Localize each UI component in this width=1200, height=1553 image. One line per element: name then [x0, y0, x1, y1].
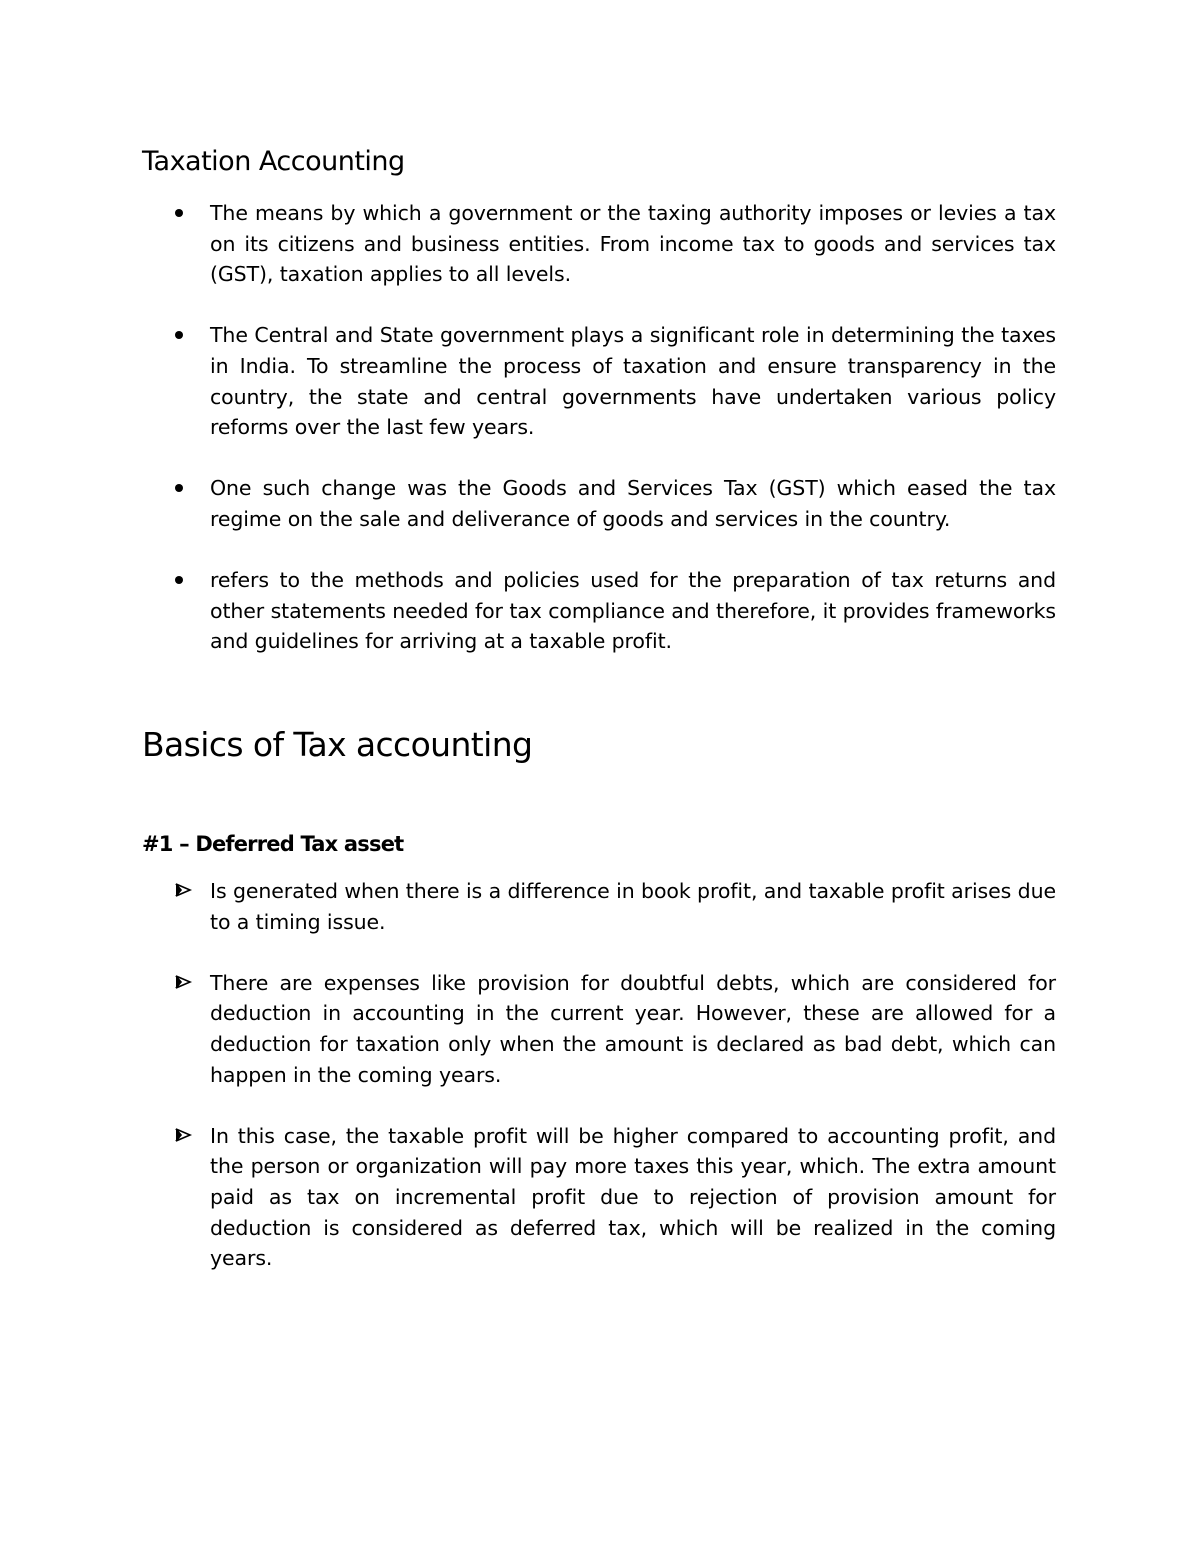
deferred-tax-bullet-list — [0, 876, 1056, 1304]
arrow-bullet-icon — [174, 970, 194, 994]
list-item — [0, 198, 1056, 290]
subheading-deferred-tax-asset: #1 – Deferred Tax asset — [142, 832, 404, 856]
list-item — [0, 320, 1056, 442]
list-item-text: The means by which a government or the taxing authority imposes or levies a tax on its citizens and business entities. From income tax to goods and services tax (GST), taxation applies to all levels. — [210, 201, 1056, 287]
arrow-bullet-icon — [174, 1123, 194, 1147]
list-item — [0, 565, 1056, 657]
bullet-dot-icon — [175, 209, 183, 217]
section-title-basics-of-tax-accounting: Basics of Tax accounting — [142, 725, 533, 764]
bullet-dot-icon — [175, 331, 183, 339]
taxation-bullet-list — [0, 198, 1056, 688]
list-item-text: In this case, the taxable profit will be higher compared to accounting profit, and the person or organization will pay more taxes this year, which. The extra amount paid as tax on incremental profit due to rejection of provision amount for deduction is considered as deferred tax, which will be realized in the coming years. — [210, 1123, 1056, 1271]
list-item — [0, 473, 1056, 534]
list-item-text: refers to the methods and policies used for the preparation of tax returns and other statements needed for tax compliance and therefore, it provides frameworks and guidelines for arriving at a taxable profit. — [210, 568, 1056, 654]
list-item-text: One such change was the Goods and Services Tax (GST) which eased the tax regime on the sale and deliverance of goods and services in the country. — [210, 476, 1056, 531]
bullet-dot-icon — [175, 576, 183, 584]
list-item-text: There are expenses like provision for doubtful debts, which are considered for deduction in accounting in the current year. However, these are allowed for a deduction for taxation only when the amount is declared as bad debt, which can happen in the coming years. — [210, 970, 1056, 1087]
list-item — [0, 968, 1056, 1090]
arrow-bullet-icon — [174, 878, 194, 902]
list-item-text: The Central and State government plays a significant role in determining the taxes in India. To streamline the process of taxation and ensure transparency in the country, the state and central governments have undertaken various policy reforms over the last few years. — [210, 323, 1056, 440]
section-title-taxation-accounting: Taxation Accounting — [142, 146, 405, 177]
bullet-dot-icon — [175, 484, 183, 492]
list-item — [0, 876, 1056, 937]
list-item — [0, 1121, 1056, 1274]
list-item-text: Is generated when there is a difference in book profit, and taxable profit arises due to a timing issue. — [210, 879, 1056, 934]
